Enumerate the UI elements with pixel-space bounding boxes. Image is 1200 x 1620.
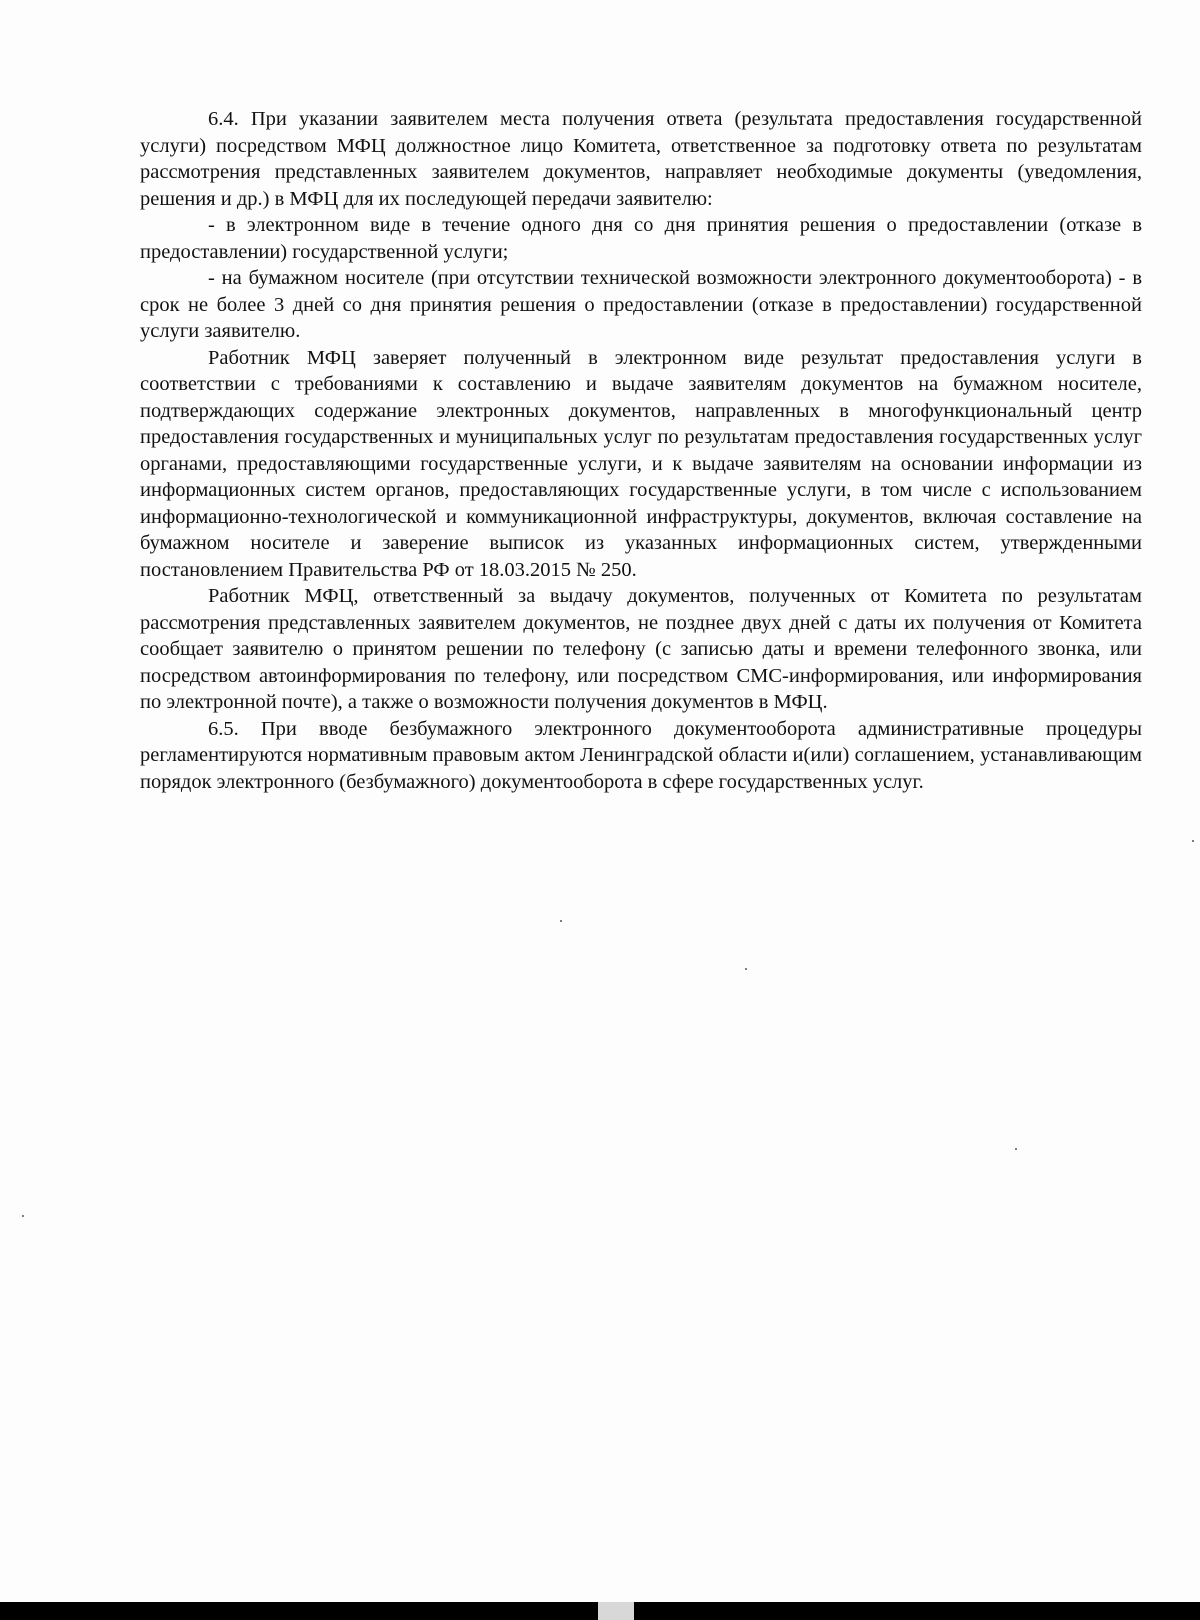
paragraph-paper-form: - на бумажном носителе (при отсутствии технической возможности электронного документооборота) - в срок не более 3 дней со дня принятия решения о предоставлении (отказе в предоставлении) государственной услуги заявителю. bbox=[140, 267, 1142, 342]
paragraph-mfc-notifies: Работник МФЦ, ответственный за выдачу документов, полученных от Комитета по результатам рассмотрения представленных заявителем документов, не позднее двух дней с даты их получения от Комитета сообщает заявителю о принятом решении по телефону (с записью даты и времени телефонного звонка, или посредством автоинформирования по телефону, или посредством СМС-информирования, или информирования по электронной почте), а также о возможности получения документов в МФЦ. bbox=[140, 585, 1142, 713]
scan-speck bbox=[22, 1215, 24, 1217]
scan-speck bbox=[745, 968, 747, 970]
paragraph-electronic-form: - в электронном виде в течение одного дня со дня принятия решения о предоставлении (отказе в предоставлении) государственной услуги; bbox=[140, 214, 1142, 263]
paragraph-mfc-certifies: Работник МФЦ заверяет полученный в электронном виде результат предоставления услуги в соответствии с требованиями к составлению и выдаче заявителям документов на бумажном носителе, подтверждающих содержание электронных документов, направленных в многофункциональный центр предоставления государственных и муниципальных услуг по результатам предоставления государственных услуг органами, предоставляющими государственные услуги, и к выдаче заявителям на основании информации из информационных систем органов, предоставляющих государственные услуги, в том числе с использованием информационно-технологической и коммуникационной инфраструктуры, документов, включая составление на бумажном носителе и заверение выписок из указанных информационных систем, утвержденными постановлением Правительства РФ от 18.03.2015 № 250. bbox=[140, 346, 1142, 581]
paragraph-6-4: 6.4. При указании заявителем места получения ответа (результата предоставления государственной услуги) посредством МФЦ должностное лицо Комитета, ответственное за подготовку ответа по результатам рассмотрения представленных заявителем документов, направляет необходимые документы (уведомления, решения и др.) в МФЦ для их последующей передачи заявителю: bbox=[140, 108, 1142, 210]
document-body bbox=[140, 106, 1142, 795]
scan-speck bbox=[560, 920, 562, 922]
scan-edge-gap bbox=[598, 1602, 634, 1620]
scan-speck bbox=[1192, 840, 1194, 842]
scan-speck bbox=[1015, 1148, 1017, 1150]
paragraph-6-5: 6.5. При вводе безбумажного электронного документооборота административные процедуры регламентируются нормативным правовым актом Ленинградской области и(или) соглашением, устанавливающим порядок электронного (безбумажного) документооборота в сфере государственных услуг. bbox=[140, 717, 1142, 793]
